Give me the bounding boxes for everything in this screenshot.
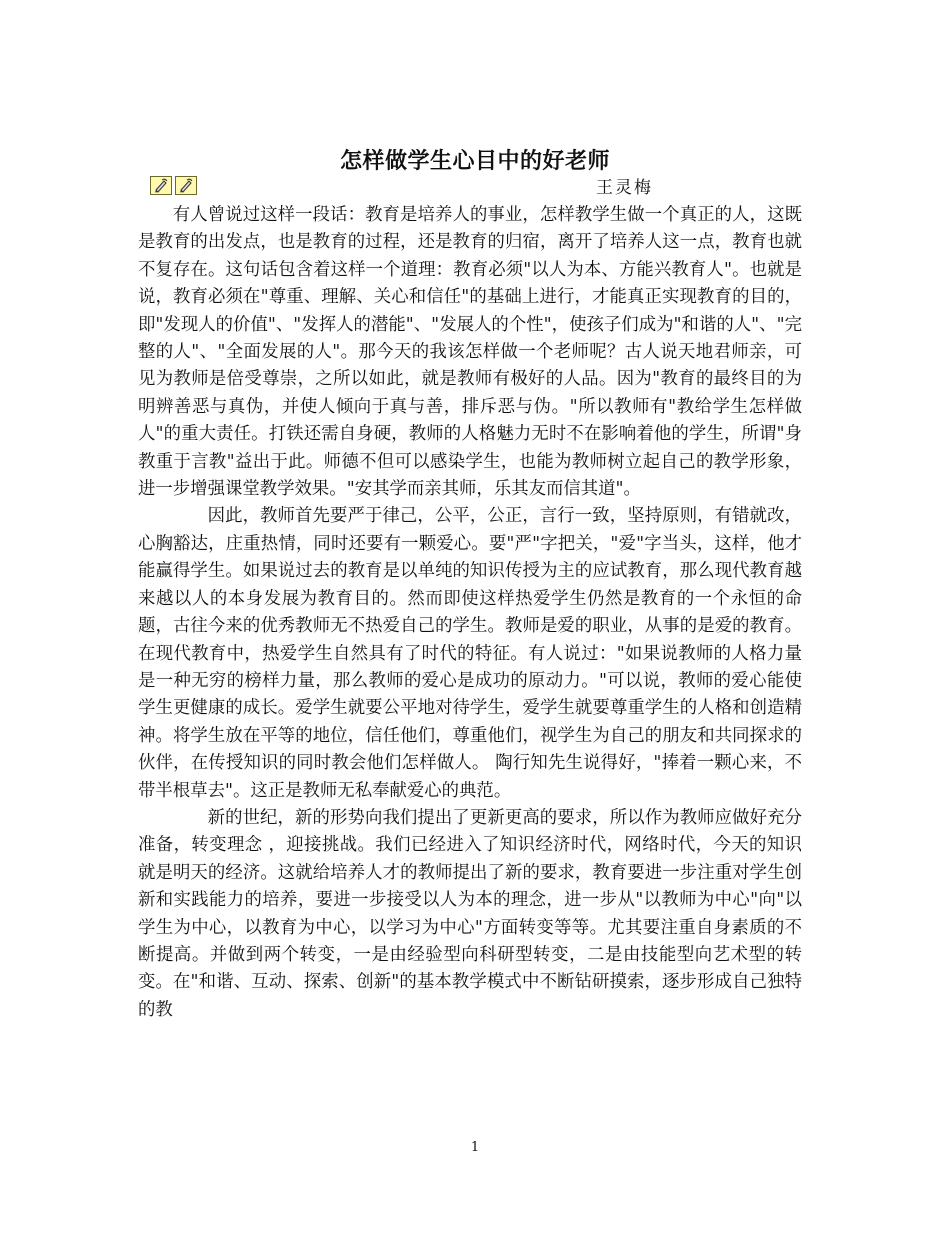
paragraph: 因此，教师首先要严于律己，公平，公正，言行一致，坚持原则，有错就改，心胸豁达，庄重热情，同时还要有一颗爱心。要"严"字把关，"爱"字当头，这样，他才能赢得学生。如果说过去的教育是以单纯的知识传授为主的应试教育，那么现代教育越来越以人的本身发展为教育目的。然而即使这样热爱学生仍然是教育的一个永恒的命题，古往今来的优秀教师无不热爱自己的学生。教师是爱的职业，从事的是爱的教育。在现代教育中，热爱学生自然具有了时代的特征。有人说过："如果说教师的人格力量是一种无穷的榜样力量，那么教师的爱心是成功的原动力。"可以说，教师的爱心能使学生更健康的成长。爱学生就要公平地对待学生，爱学生就要尊重学生的人格和创造精神。将学生放在平等的地位，信任他们，尊重他们，视学生为自己的朋友和共同探求的伙伴，在传授知识的同时教会他们怎样做人。 陶行知先生说得好，"捧着一颗心来，不带半根草去"。这正是教师无私奉献爱心的典范。 [138, 506, 802, 801]
pencil-note-icon [175, 176, 197, 195]
page-number: 1 [470, 1140, 480, 1155]
document-title: 怎样做学生心目中的好老师 [339, 149, 610, 174]
author-name: 王灵梅 [596, 178, 653, 198]
pencil-note-icon [150, 176, 172, 195]
paragraph: 有人曾说过这样一段话：教育是培养人的事业，怎样教学生做一个真正的人，这既是教育的出发点，也是教育的过程，还是教育的归宿，离开了培养人这一点，教育也就不复存在。这句话包含着这样一个道理：教育必须"以人为本、方能兴教育人"。也就是说，教育必须在"尊重、理解、关心和信任"的基础上进行，才能真正实现教育的目的，即"发现人的价值"、"发挥人的潜能"、"发展人的个性"，使孩子们成为"和谐的人"、"完整的人"、"全面发展的人"。那今天的我该怎样做一个老师呢？古人说天地君师亲，可见为教师是倍受尊崇，之所以如此，就是教师有极好的人品。因为"教育的最终目的为明辨善恶与真伪，并使人倾向于真与善，排斥恶与伪。"所以教师有"教给学生怎样做人"的重大责任。打铁还需自身硬，教师的人格魅力无时不在影响着他的学生，所谓"身教重于言教"益出于此。师德不但可以感染学生，也能为教师树立起自己的教学形象，进一步增强课堂教学效果。"安其学而亲其师，乐其友而信其道"。 [138, 205, 802, 500]
document-body [138, 202, 802, 1024]
paragraph: 新的世纪，新的形势向我们提出了更新更高的要求，所以作为教师应做好充分准备，转变理念 ，迎接挑战。我们已经进入了知识经济时代，网络时代，今天的知识就是明天的经济。这就给培养人才的教师提出了新的要求，教育要进一步注重对学生创新和实践能力的培养，要进一步接受以人为本的理念，进一步从"以教师为中心"向"以学生为中心，以教育为中心，以学习为中心"方面转变等等。尤其要注重自身素质的不断提高。并做到两个转变，一是由经验型向科研型转变，二是由技能型向艺术型的转变。在"和谐、互动、探索、创新"的基本教学模式中不断钻研摸索，逐步形成自己独特的教 [138, 807, 802, 1020]
header-icons [150, 176, 197, 195]
